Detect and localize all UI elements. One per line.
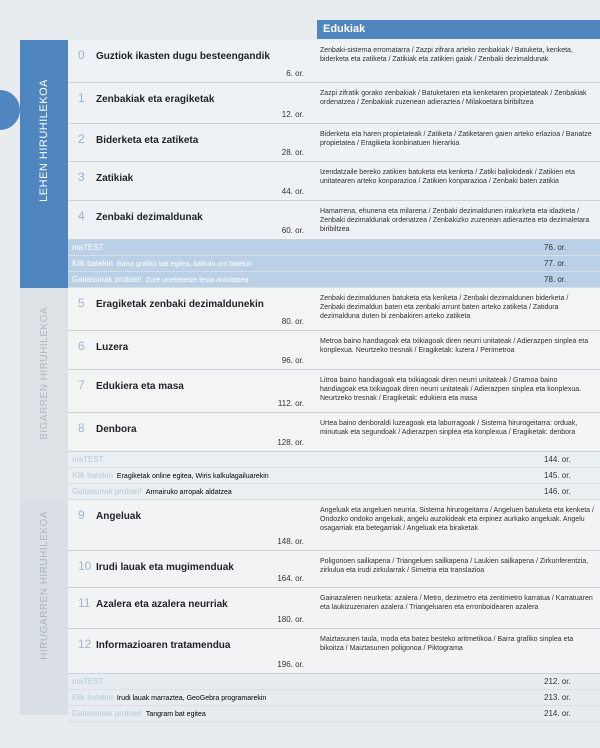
unit-row[interactable] [68,370,600,413]
unit-page: 60. or. [281,226,304,235]
extra-row[interactable] [68,484,600,500]
section-second-term [20,288,600,500]
extra-page: 145. or. [544,471,571,480]
extra-kind: Gaitasunak proban! [72,275,142,284]
unit-page: 44. or. [281,187,304,196]
term-label: BIGARREN HIRUHILEKOA [38,306,50,440]
unit-title: Guztiok ikasten dugu besteengandik [96,51,270,62]
extra-text: Eragiketak online egitea, Wiris kalkulagailuarekin [116,473,269,480]
unit-page: 148. or. [277,537,304,546]
section-first-term [20,40,600,288]
unit-title: Edukiera eta masa [96,381,184,392]
unit-number: 8 [78,421,85,435]
unit-number: 1 [78,91,85,105]
unit-page: 80. or. [281,317,304,326]
unit-row[interactable] [68,83,600,124]
extra-kind: maTEST [72,677,104,686]
unit-number: 5 [78,296,85,310]
extra-row[interactable] [68,272,600,288]
unit-number: 4 [78,209,85,223]
unit-number: 10 [78,559,92,573]
unit-page: 112. or. [277,399,304,408]
extra-row[interactable] [68,240,600,256]
unit-number: 7 [78,378,85,392]
term-label: HIRUGARREN HIRUHILEKOA [38,510,50,660]
unit-page: 196. or. [277,660,304,669]
extra-page: 212. or. [544,677,571,686]
unit-page: 12. or. [281,110,304,119]
extra-page: 144. or. [544,455,571,464]
unit-page: 164. or. [277,574,304,583]
contents-header: Edukiak [317,20,600,39]
extra-kind: Gaitasunak proban! [72,709,142,718]
unit-title: Azalera eta azalera neurriak [96,599,228,610]
unit-row[interactable] [68,40,600,83]
unit-description: Urtea baino denboraldi luzeagoak eta laburragoak / Sistema hirurogeitarra: orduak, minutuak eta segundoak / Adierazpen sinplea eta konplexua / Eragiketak: denbora [320,420,578,436]
unit-page: 28. or. [281,148,304,157]
unit-title: Biderketa eta zatiketa [96,135,199,146]
unit-title: Irudi lauak eta mugimenduak [96,562,234,573]
unit-page: 128. or. [277,438,304,447]
unit-description: Zenbaki dezimaldunen batuketa eta kenketa / Zenbaki dezimaldunen biderketa / Zenbaki dezimaldun baten eta zenbaki arrunt baten arteko zatiketa / Zatidura dezimalduna duten bi zenbakiren arteko zatiketa [320,295,569,320]
unit-number: 2 [78,132,85,146]
unit-description: Metroa baino handiagoak eta txikiagoak diren neurri unitateak / Adierazpen sinplea eta konplexua. Neurtzeko tresnak / Eragiketak: luzera / Perimetroa [320,338,589,354]
unit-title: Angeluak [96,511,142,522]
term-label: LEHEN HIRUHILEKOA [38,78,50,202]
extra-page: 77. or. [544,259,567,268]
extra-text: Armairuko arropak aldatzea [145,489,232,496]
unit-number: 3 [78,170,85,184]
extra-page: 78. or. [544,275,567,284]
unit-description: Zenbaki-sistema erromatarra / Zazpi zifrara arteko zenbakiak / Batuketa, kenketa, biderketa eta zatiketa / Zatikiak eta zatikien gaiak / Zenbaki dezimaldunak [320,47,573,63]
extra-page: 213. or. [544,693,571,702]
extra-row[interactable] [68,452,600,468]
extra-kind: Klik batekin [72,693,113,702]
unit-title: Zatikiak [96,173,134,184]
unit-number: 6 [78,339,85,353]
extra-row[interactable] [68,674,600,690]
unit-number: 11 [78,596,91,610]
unit-row[interactable] [68,500,600,551]
unit-description: Biderketa eta haren propietateak / Zatiketa / Zatiketaren gaien arteko erlazioa / Banatze propietatea / Eragiketa konbinatuen hierarkia [320,131,592,147]
unit-page: 96. or. [281,356,304,365]
extra-text: Barra grafiko bat egitea, kalkulu orri batekin [116,261,252,268]
unit-title: Denbora [96,424,137,435]
extra-page: 146. or. [544,487,571,496]
extra-page: 76. or. [544,243,567,252]
extra-kind: maTEST [72,243,104,252]
unit-description: Hamarrena, ehunena eta milarena / Zenbaki dezimaldunen irakurketa eta idazketa / Zenbaki dezimaldunak ordenatzea / Zenbakizko zuzenean adieraztea eta dezimaletara biribiltzea [320,208,590,233]
extra-row[interactable] [68,690,600,706]
extra-page: 214. or. [544,709,571,718]
unit-number: 12 [78,637,92,651]
unit-row[interactable] [68,551,600,588]
extra-kind: Klik batekin [72,259,113,268]
unit-description: Zazpi zifratik gorako zenbakiak / Batuketaren eta kenketaren propietateak / Zenbakiak ordenatzea / Zenbakiak zuzenean adieraztea / Milakoetara biribiltzea [320,90,587,106]
unit-title: Eragiketak zenbaki dezimaldunekin [96,299,264,310]
extra-kind: maTEST [72,455,104,464]
unit-page: 180. or. [277,615,304,624]
extra-row[interactable] [68,706,600,722]
unit-row[interactable] [68,124,600,162]
unit-description: Maiztasunen taula, moda eta batez besteko aritmetikoa / Barra grafiko sinplea eta bikoitza / Maiztasunen poligonoa / Piktograma [320,636,574,652]
unit-description: Litroa baino handiagoak eta txikiagoak diren neurri unitateak / Gramoa baino handiagoak eta txikiagoak diren neurri unitateak / Adierazpen sinplea eta konplexua. Neurtzeko tresnak / Eragiketak: edukiera eta masa [320,377,582,402]
unit-description: Angeluak eta angeluen neurria. Sistema hirurogeitarra / Angeluen batuketa eta kenketa / Ondozko ondoko angeluak, angelu auzokideak eta erpinez aurkako angeluak. Angelu osagarriak eta betegarriak / Angeluak eta biraketak [320,507,594,532]
unit-row[interactable] [68,629,600,674]
unit-title: Luzera [96,342,129,353]
extra-row[interactable] [68,468,600,484]
unit-description: Izendatzaile bereko zatikien batuketa eta kenketa / Zatiki baliokideak / Zatikien eta unitatearen arteko konparazioa / Zatikien konparazioa / Zenbaki baten zatikia [320,169,575,185]
unit-title: Zenbakiak eta eragiketak [96,94,215,105]
unit-row[interactable] [68,588,600,629]
unit-title: Informazioaren tratamendua [96,640,231,651]
unit-number: 9 [78,508,85,522]
unit-number: 0 [78,48,85,62]
extra-row[interactable] [68,256,600,272]
unit-row[interactable] [68,413,600,452]
unit-row[interactable] [68,201,600,240]
extra-text: Zure urtebetetze festa antolatzea [145,277,249,284]
section-third-term [20,500,600,722]
extra-text: Irudi lauak marraztea, GeoGebra programarekin [116,695,267,702]
extra-kind: Gaitasunak proban! [72,487,142,496]
extra-text: Tangram bat egitea [145,711,206,718]
unit-description: Poligonoen sailkapena / Triangeluen sailkapena / Laukien sailkapena / Zirkunferentzia, zirkulua eta irudi zirkularrak / Simetria eta translazioa [320,558,589,574]
unit-description: Gainazaleren neurketa: azalera / Metro, dezimetro eta zentimetro karratua / Karratuaren eta laukizuzenaren azalera / Triangeluaren eta erronboidearen azalera [320,595,593,611]
unit-row[interactable] [68,288,600,331]
unit-page: 6. or. [286,69,304,78]
unit-row[interactable] [68,162,600,201]
unit-title: Zenbaki dezimaldunak [96,212,203,223]
unit-row[interactable] [68,331,600,370]
decorative-tab [0,90,20,130]
table-of-contents [20,40,600,722]
extra-kind: Klik batekin [72,471,113,480]
